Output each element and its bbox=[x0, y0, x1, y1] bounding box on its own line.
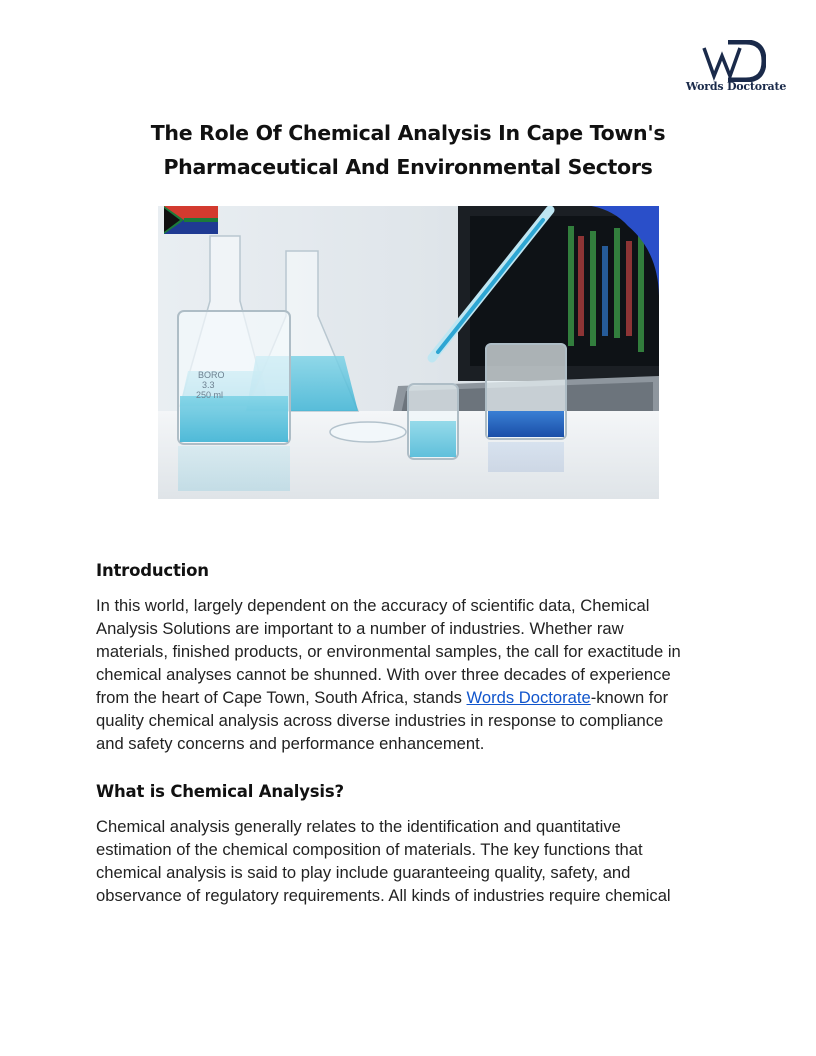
intro-line: and safety concerns and performance enhancement. bbox=[96, 734, 485, 753]
title-line-1: The Role Of Chemical Analysis In Cape Town's bbox=[150, 121, 666, 145]
beaker-250ml bbox=[178, 311, 290, 444]
intro-line-text: -known for bbox=[590, 688, 669, 707]
petri-dish bbox=[330, 422, 406, 442]
page-title bbox=[96, 116, 720, 184]
vial bbox=[408, 384, 458, 459]
what-is-paragraph bbox=[96, 815, 736, 907]
what-is-line: Chemical analysis generally relates to the identification and quantitative bbox=[96, 817, 621, 836]
wd-monogram-icon bbox=[702, 40, 766, 82]
introduction-heading: Introduction bbox=[96, 561, 209, 580]
svg-text:250 ml: 250 ml bbox=[196, 390, 224, 400]
intro-line-text: from the heart of Cape Town, South Africa, stands bbox=[96, 688, 467, 707]
what-is-line: estimation of the chemical composition of materials. The key functions that bbox=[96, 840, 643, 859]
intro-line: chemical analyses cannot be shunned. With over three decades of experience bbox=[96, 665, 671, 684]
intro-line: materials, finished products, or environmental samples, the call for exactitude in bbox=[96, 642, 681, 661]
what-is-line: chemical analysis is said to play include guaranteeing quality, safety, and bbox=[96, 863, 631, 882]
south-africa-flag-icon bbox=[164, 206, 218, 234]
logo-text: Words Doctorate bbox=[685, 80, 787, 93]
intro-line: In this world, largely dependent on the accuracy of scientific data, Chemical bbox=[96, 596, 650, 615]
words-doctorate-link[interactable]: Words Doctorate bbox=[466, 688, 591, 707]
title-line-2: Pharmaceutical And Environmental Sectors bbox=[163, 155, 653, 179]
intro-line: quality chemical analysis across diverse industries in response to compliance bbox=[96, 711, 664, 730]
small-beaker bbox=[486, 344, 566, 439]
what-is-heading: What is Chemical Analysis? bbox=[96, 782, 344, 801]
hero-image bbox=[158, 206, 659, 499]
svg-text:BORO: BORO bbox=[198, 370, 225, 380]
what-is-line: observance of regulatory requirements. All kinds of industries require chemical bbox=[96, 886, 671, 905]
intro-line: Analysis Solutions are important to a number of industries. Whether raw bbox=[96, 619, 624, 638]
intro-line-with-link bbox=[96, 686, 736, 709]
introduction-paragraph bbox=[96, 594, 736, 755]
words-doctorate-logo[interactable] bbox=[684, 40, 788, 96]
svg-text:3.3: 3.3 bbox=[202, 380, 215, 390]
